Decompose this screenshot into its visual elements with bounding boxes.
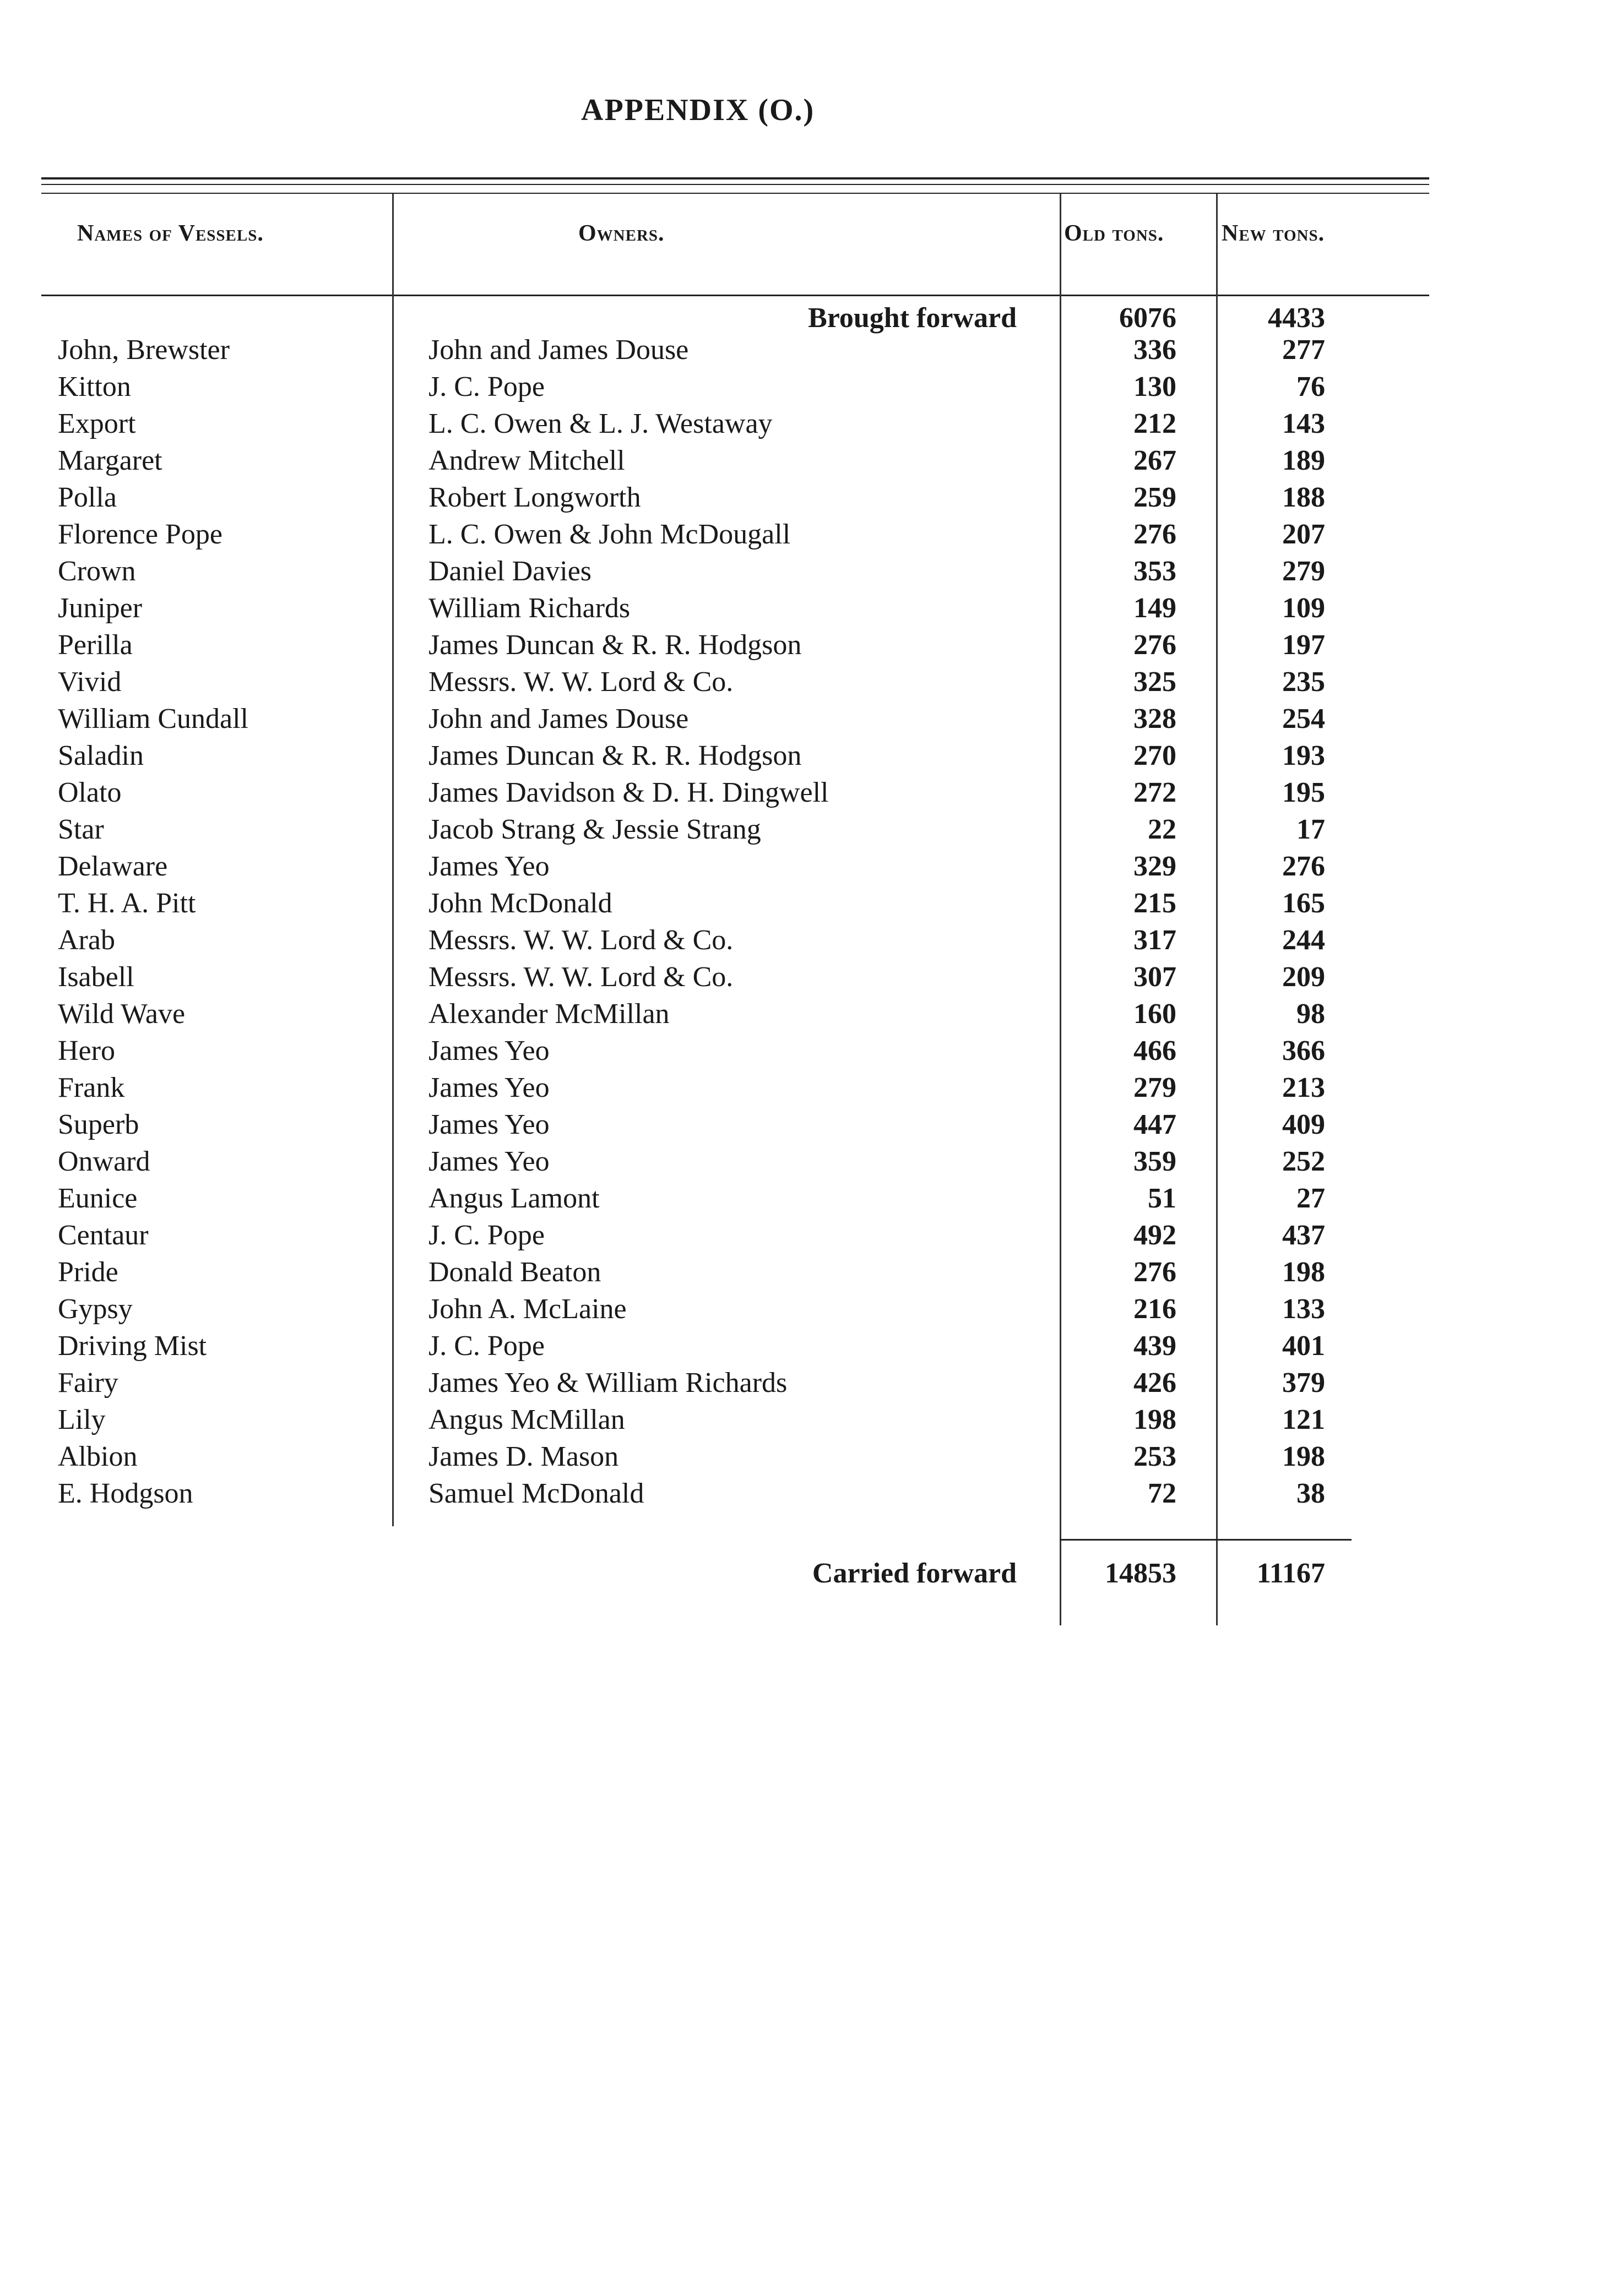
vessel-name: Gypsy bbox=[58, 1293, 133, 1325]
table-row bbox=[0, 1291, 1617, 1327]
owner-name: Donald Beaton bbox=[428, 1256, 601, 1288]
old-tons-cell: 328 bbox=[1133, 703, 1176, 734]
owner-name: John and James Douse bbox=[428, 703, 689, 734]
vessel-name: Albion bbox=[58, 1441, 138, 1472]
old-tons-cell: 317 bbox=[1133, 924, 1176, 956]
old-tons-cell: 353 bbox=[1133, 556, 1176, 587]
new-tons-cell: 276 bbox=[1282, 851, 1325, 882]
vessel-name: Florence Pope bbox=[58, 519, 223, 550]
vessel-name: Juniper bbox=[58, 592, 143, 624]
old-tons-cell: 198 bbox=[1133, 1404, 1176, 1435]
owner-name: William Richards bbox=[428, 592, 631, 624]
brought-forward-label: Brought forward bbox=[808, 302, 1017, 334]
table-row bbox=[0, 405, 1617, 442]
vessel-name: Olato bbox=[58, 777, 122, 808]
table-row bbox=[0, 1143, 1617, 1180]
page-title: APPENDIX (O.) bbox=[581, 93, 815, 127]
table-row bbox=[0, 368, 1617, 405]
old-tons-cell: 253 bbox=[1133, 1441, 1176, 1472]
table-row bbox=[0, 1069, 1617, 1106]
owner-name: L. C. Owen & L. J. Westaway bbox=[428, 408, 773, 439]
new-tons-cell: 252 bbox=[1282, 1146, 1325, 1177]
new-tons-cell: 366 bbox=[1282, 1035, 1325, 1067]
owner-name: J. C. Pope bbox=[428, 1330, 545, 1362]
vessel-name: Hero bbox=[58, 1035, 115, 1067]
table-row bbox=[0, 1106, 1617, 1143]
old-tons-cell: 22 bbox=[1148, 814, 1176, 845]
header-rule bbox=[41, 295, 1429, 296]
owner-name: Angus Lamont bbox=[428, 1183, 600, 1214]
owner-name: James Duncan & R. R. Hodgson bbox=[428, 629, 802, 661]
new-tons-cell: 121 bbox=[1282, 1404, 1325, 1435]
old-tons-cell: 426 bbox=[1133, 1367, 1176, 1399]
vessel-name: Polla bbox=[58, 482, 117, 513]
owner-name: L. C. Owen & John McDougall bbox=[428, 519, 791, 550]
carried-forward-old-tons: 14853 bbox=[1105, 1558, 1176, 1589]
owner-name: Messrs. W. W. Lord & Co. bbox=[428, 961, 734, 993]
top-rule bbox=[41, 177, 1429, 179]
brought-forward-new-tons: 4433 bbox=[1268, 302, 1325, 334]
vessel-name: Onward bbox=[58, 1146, 150, 1177]
vessel-name: Export bbox=[58, 408, 136, 439]
vessel-name: Frank bbox=[58, 1072, 125, 1103]
new-tons-cell: 207 bbox=[1282, 519, 1325, 550]
owner-name: James Yeo bbox=[428, 1146, 550, 1177]
vessel-name: Eunice bbox=[58, 1183, 138, 1214]
header-new-tons: New tons. bbox=[1222, 221, 1325, 246]
owner-name: Angus McMillan bbox=[428, 1404, 625, 1435]
table-row bbox=[0, 885, 1617, 922]
new-tons-cell: 27 bbox=[1296, 1183, 1325, 1214]
table-row bbox=[0, 959, 1617, 995]
old-tons-cell: 259 bbox=[1133, 482, 1176, 513]
vessel-name: John, Brewster bbox=[58, 334, 230, 366]
vessel-name: T. H. A. Pitt bbox=[58, 888, 196, 919]
owner-name: J. C. Pope bbox=[428, 371, 545, 402]
vessel-name: Isabell bbox=[58, 961, 134, 993]
top-rule-2 bbox=[41, 184, 1429, 185]
vessel-name: Kitton bbox=[58, 371, 131, 402]
vessel-name: Superb bbox=[58, 1109, 139, 1140]
owner-name: Messrs. W. W. Lord & Co. bbox=[428, 666, 734, 698]
owner-name: Daniel Davies bbox=[428, 556, 592, 587]
table-row bbox=[0, 553, 1617, 590]
owner-name: James Yeo bbox=[428, 1109, 550, 1140]
old-tons-cell: 276 bbox=[1133, 629, 1176, 661]
owner-name: John McDonald bbox=[428, 888, 612, 919]
carried-forward-label: Carried forward bbox=[812, 1558, 1017, 1589]
new-tons-cell: 143 bbox=[1282, 408, 1325, 439]
vessel-name: Fairy bbox=[58, 1367, 118, 1399]
old-tons-cell: 336 bbox=[1133, 334, 1176, 366]
table-row bbox=[0, 663, 1617, 700]
new-tons-cell: 254 bbox=[1282, 703, 1325, 734]
totals-rule bbox=[1060, 1539, 1352, 1541]
table-row bbox=[0, 1401, 1617, 1438]
table-row bbox=[0, 995, 1617, 1032]
new-tons-cell: 197 bbox=[1282, 629, 1325, 661]
owner-name: James Yeo bbox=[428, 851, 550, 882]
vessel-name: Saladin bbox=[58, 740, 144, 771]
table-row bbox=[0, 700, 1617, 737]
new-tons-cell: 188 bbox=[1282, 482, 1325, 513]
old-tons-cell: 492 bbox=[1133, 1220, 1176, 1251]
owner-name: Jacob Strang & Jessie Strang bbox=[428, 814, 761, 845]
old-tons-cell: 439 bbox=[1133, 1330, 1176, 1362]
top-rule-3 bbox=[41, 193, 1429, 194]
new-tons-cell: 198 bbox=[1282, 1441, 1325, 1472]
header-owners: Owners. bbox=[578, 221, 665, 246]
new-tons-cell: 165 bbox=[1282, 888, 1325, 919]
new-tons-cell: 401 bbox=[1282, 1330, 1325, 1362]
old-tons-cell: 270 bbox=[1133, 740, 1176, 771]
new-tons-cell: 409 bbox=[1282, 1109, 1325, 1140]
table-row bbox=[0, 627, 1617, 663]
owner-name: Robert Longworth bbox=[428, 482, 641, 513]
table-row bbox=[0, 1217, 1617, 1254]
owner-name: John A. McLaine bbox=[428, 1293, 627, 1325]
old-tons-cell: 325 bbox=[1133, 666, 1176, 698]
header-vessels: Names of Vessels. bbox=[77, 221, 264, 246]
table-row bbox=[0, 811, 1617, 848]
old-tons-cell: 272 bbox=[1133, 777, 1176, 808]
new-tons-cell: 235 bbox=[1282, 666, 1325, 698]
vessel-name: Lily bbox=[58, 1404, 106, 1435]
owner-name: Andrew Mitchell bbox=[428, 445, 625, 476]
owner-name: James Davidson & D. H. Dingwell bbox=[428, 777, 829, 808]
new-tons-cell: 437 bbox=[1282, 1220, 1325, 1251]
vessel-name: Perilla bbox=[58, 629, 133, 661]
vessel-name: Star bbox=[58, 814, 104, 845]
carried-forward-new-tons: 11167 bbox=[1256, 1558, 1325, 1589]
owner-name: J. C. Pope bbox=[428, 1220, 545, 1251]
new-tons-cell: 189 bbox=[1282, 445, 1325, 476]
old-tons-cell: 276 bbox=[1133, 1256, 1176, 1288]
old-tons-cell: 267 bbox=[1133, 445, 1176, 476]
old-tons-cell: 307 bbox=[1133, 961, 1176, 993]
old-tons-cell: 276 bbox=[1133, 519, 1176, 550]
owner-name: Samuel McDonald bbox=[428, 1478, 644, 1509]
vessel-name: Vivid bbox=[58, 666, 122, 698]
table-row bbox=[0, 737, 1617, 774]
old-tons-cell: 447 bbox=[1133, 1109, 1176, 1140]
brought-forward-old-tons: 6076 bbox=[1119, 302, 1176, 334]
table-row bbox=[0, 331, 1617, 368]
old-tons-cell: 51 bbox=[1148, 1183, 1176, 1214]
vessel-name: Pride bbox=[58, 1256, 118, 1288]
owner-name: Messrs. W. W. Lord & Co. bbox=[428, 924, 734, 956]
table-row bbox=[0, 1327, 1617, 1364]
old-tons-cell: 215 bbox=[1133, 888, 1176, 919]
owner-name: James Yeo & William Richards bbox=[428, 1367, 788, 1399]
new-tons-cell: 277 bbox=[1282, 334, 1325, 366]
new-tons-cell: 109 bbox=[1282, 592, 1325, 624]
vessel-name: E. Hodgson bbox=[58, 1478, 193, 1509]
table-row bbox=[0, 516, 1617, 553]
owner-name: James Yeo bbox=[428, 1072, 550, 1103]
new-tons-cell: 213 bbox=[1282, 1072, 1325, 1103]
new-tons-cell: 133 bbox=[1282, 1293, 1325, 1325]
old-tons-cell: 212 bbox=[1133, 408, 1176, 439]
table-row bbox=[0, 1475, 1617, 1512]
vessel-name: Driving Mist bbox=[58, 1330, 207, 1362]
owner-name: Alexander McMillan bbox=[428, 998, 670, 1030]
header-old-tons: Old tons. bbox=[1064, 221, 1164, 246]
table-row bbox=[0, 1180, 1617, 1217]
old-tons-cell: 149 bbox=[1133, 592, 1176, 624]
new-tons-cell: 38 bbox=[1296, 1478, 1325, 1509]
new-tons-cell: 193 bbox=[1282, 740, 1325, 771]
new-tons-cell: 76 bbox=[1296, 371, 1325, 402]
new-tons-cell: 17 bbox=[1296, 814, 1325, 845]
table-row bbox=[0, 590, 1617, 627]
old-tons-cell: 329 bbox=[1133, 851, 1176, 882]
old-tons-cell: 130 bbox=[1133, 371, 1176, 402]
new-tons-cell: 198 bbox=[1282, 1256, 1325, 1288]
new-tons-cell: 195 bbox=[1282, 777, 1325, 808]
table-row bbox=[0, 1254, 1617, 1291]
owner-name: James Duncan & R. R. Hodgson bbox=[428, 740, 802, 771]
old-tons-cell: 72 bbox=[1148, 1478, 1176, 1509]
vessel-name: Crown bbox=[58, 556, 136, 587]
new-tons-cell: 279 bbox=[1282, 556, 1325, 587]
vessel-name: William Cundall bbox=[58, 703, 248, 734]
table-row bbox=[0, 1032, 1617, 1069]
vessel-name: Arab bbox=[58, 924, 115, 956]
owner-name: John and James Douse bbox=[428, 334, 689, 366]
old-tons-cell: 160 bbox=[1133, 998, 1176, 1030]
table-row bbox=[0, 1438, 1617, 1475]
new-tons-cell: 98 bbox=[1296, 998, 1325, 1030]
owner-name: James Yeo bbox=[428, 1035, 550, 1067]
vessel-name: Centaur bbox=[58, 1220, 149, 1251]
old-tons-cell: 359 bbox=[1133, 1146, 1176, 1177]
table-row bbox=[0, 1364, 1617, 1401]
table-row bbox=[0, 922, 1617, 959]
vessel-name: Delaware bbox=[58, 851, 168, 882]
table-row bbox=[0, 479, 1617, 516]
owner-name: James D. Mason bbox=[428, 1441, 619, 1472]
table-row bbox=[0, 848, 1617, 885]
new-tons-cell: 244 bbox=[1282, 924, 1325, 956]
new-tons-cell: 379 bbox=[1282, 1367, 1325, 1399]
vessel-name: Margaret bbox=[58, 445, 162, 476]
table-row bbox=[0, 442, 1617, 479]
old-tons-cell: 466 bbox=[1133, 1035, 1176, 1067]
old-tons-cell: 279 bbox=[1133, 1072, 1176, 1103]
table-row bbox=[0, 774, 1617, 811]
new-tons-cell: 209 bbox=[1282, 961, 1325, 993]
old-tons-cell: 216 bbox=[1133, 1293, 1176, 1325]
vessel-name: Wild Wave bbox=[58, 998, 186, 1030]
